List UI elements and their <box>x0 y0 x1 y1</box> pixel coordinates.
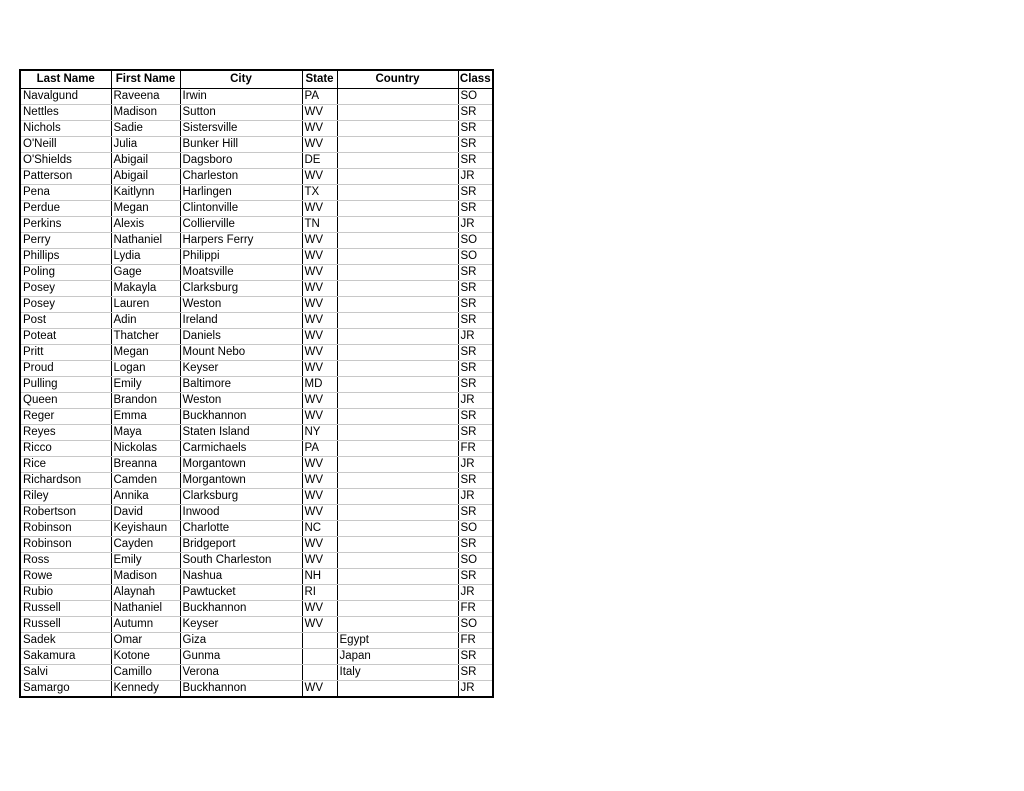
table-row <box>20 456 493 472</box>
table-row <box>20 472 493 488</box>
cell-city: Staten Island <box>180 424 302 440</box>
cell-country <box>337 376 458 392</box>
cell-city: Clintonville <box>180 200 302 216</box>
table-row <box>20 584 493 600</box>
roster-table <box>19 69 494 698</box>
cell-last-name: Perry <box>20 232 111 248</box>
cell-class: SR <box>458 568 493 584</box>
cell-state: WV <box>302 312 337 328</box>
cell-first-name: Camden <box>111 472 180 488</box>
cell-first-name: Julia <box>111 136 180 152</box>
table-row <box>20 296 493 312</box>
table-row <box>20 328 493 344</box>
table-row <box>20 360 493 376</box>
cell-last-name: Pulling <box>20 376 111 392</box>
cell-first-name: Cayden <box>111 536 180 552</box>
cell-state: PA <box>302 88 337 104</box>
cell-state: WV <box>302 248 337 264</box>
cell-state: WV <box>302 280 337 296</box>
cell-country <box>337 232 458 248</box>
cell-class: JR <box>458 216 493 232</box>
cell-country <box>337 328 458 344</box>
cell-class: SR <box>458 536 493 552</box>
cell-class: SR <box>458 296 493 312</box>
cell-country <box>337 440 458 456</box>
cell-last-name: Ross <box>20 552 111 568</box>
cell-state: WV <box>302 504 337 520</box>
cell-first-name: Kennedy <box>111 680 180 697</box>
table-row <box>20 184 493 200</box>
cell-country <box>337 536 458 552</box>
cell-country <box>337 264 458 280</box>
table-row <box>20 616 493 632</box>
cell-state: WV <box>302 392 337 408</box>
cell-first-name: Emily <box>111 376 180 392</box>
cell-state <box>302 664 337 680</box>
cell-country <box>337 616 458 632</box>
cell-class: JR <box>458 584 493 600</box>
cell-class: SR <box>458 376 493 392</box>
cell-first-name: Keyishaun <box>111 520 180 536</box>
cell-class: SR <box>458 184 493 200</box>
table-row <box>20 248 493 264</box>
cell-first-name: Sadie <box>111 120 180 136</box>
cell-state: TN <box>302 216 337 232</box>
cell-city: Buckhannon <box>180 600 302 616</box>
cell-first-name: Omar <box>111 632 180 648</box>
cell-class: JR <box>458 168 493 184</box>
table-row <box>20 264 493 280</box>
table-row <box>20 536 493 552</box>
cell-last-name: Robinson <box>20 520 111 536</box>
cell-city: Bunker Hill <box>180 136 302 152</box>
cell-class: SR <box>458 472 493 488</box>
cell-city: Bridgeport <box>180 536 302 552</box>
table-row <box>20 600 493 616</box>
cell-state: WV <box>302 168 337 184</box>
cell-city: Harlingen <box>180 184 302 200</box>
cell-city: Keyser <box>180 360 302 376</box>
cell-class: SR <box>458 136 493 152</box>
cell-last-name: Navalgund <box>20 88 111 104</box>
table-row <box>20 664 493 680</box>
cell-state: WV <box>302 296 337 312</box>
cell-class: SO <box>458 552 493 568</box>
cell-first-name: Emma <box>111 408 180 424</box>
cell-first-name: Logan <box>111 360 180 376</box>
cell-city: Philippi <box>180 248 302 264</box>
cell-first-name: Makayla <box>111 280 180 296</box>
cell-state: WV <box>302 136 337 152</box>
table-row <box>20 200 493 216</box>
cell-last-name: Nichols <box>20 120 111 136</box>
cell-last-name: Sakamura <box>20 648 111 664</box>
header-first-name: First Name <box>111 70 180 88</box>
cell-state: NH <box>302 568 337 584</box>
cell-class: FR <box>458 440 493 456</box>
table-row <box>20 488 493 504</box>
cell-class: SR <box>458 264 493 280</box>
cell-state: PA <box>302 440 337 456</box>
cell-first-name: David <box>111 504 180 520</box>
cell-class: SO <box>458 232 493 248</box>
cell-class: SR <box>458 360 493 376</box>
cell-class: JR <box>458 680 493 697</box>
cell-class: SR <box>458 408 493 424</box>
table-row <box>20 168 493 184</box>
cell-class: SR <box>458 152 493 168</box>
cell-first-name: Breanna <box>111 456 180 472</box>
cell-first-name: Megan <box>111 200 180 216</box>
cell-class: SR <box>458 280 493 296</box>
cell-first-name: Brandon <box>111 392 180 408</box>
cell-last-name: Robertson <box>20 504 111 520</box>
cell-last-name: Posey <box>20 296 111 312</box>
cell-first-name: Abigail <box>111 168 180 184</box>
cell-last-name: Perkins <box>20 216 111 232</box>
cell-city: Gunma <box>180 648 302 664</box>
cell-country <box>337 168 458 184</box>
cell-last-name: Post <box>20 312 111 328</box>
cell-last-name: Pena <box>20 184 111 200</box>
cell-last-name: O'Neill <box>20 136 111 152</box>
cell-last-name: Poling <box>20 264 111 280</box>
cell-country <box>337 424 458 440</box>
cell-last-name: Richardson <box>20 472 111 488</box>
cell-first-name: Nickolas <box>111 440 180 456</box>
cell-state: WV <box>302 232 337 248</box>
cell-last-name: Perdue <box>20 200 111 216</box>
cell-state: WV <box>302 360 337 376</box>
cell-class: JR <box>458 328 493 344</box>
cell-last-name: Russell <box>20 600 111 616</box>
cell-class: FR <box>458 600 493 616</box>
table-row <box>20 136 493 152</box>
cell-city: Ireland <box>180 312 302 328</box>
cell-first-name: Emily <box>111 552 180 568</box>
cell-city: Clarksburg <box>180 280 302 296</box>
cell-last-name: Proud <box>20 360 111 376</box>
cell-first-name: Megan <box>111 344 180 360</box>
cell-state: WV <box>302 616 337 632</box>
cell-country <box>337 568 458 584</box>
cell-state: MD <box>302 376 337 392</box>
cell-class: SR <box>458 120 493 136</box>
table-row <box>20 648 493 664</box>
cell-country <box>337 584 458 600</box>
cell-city: Carmichaels <box>180 440 302 456</box>
table-row <box>20 280 493 296</box>
cell-class: SR <box>458 344 493 360</box>
cell-last-name: Salvi <box>20 664 111 680</box>
table-row <box>20 552 493 568</box>
cell-city: Sistersville <box>180 120 302 136</box>
cell-last-name: Rice <box>20 456 111 472</box>
cell-country <box>337 344 458 360</box>
cell-country <box>337 120 458 136</box>
cell-first-name: Lydia <box>111 248 180 264</box>
cell-city: Charleston <box>180 168 302 184</box>
cell-state: DE <box>302 152 337 168</box>
cell-first-name: Gage <box>111 264 180 280</box>
cell-class: SO <box>458 520 493 536</box>
cell-city: South Charleston <box>180 552 302 568</box>
cell-last-name: Poteat <box>20 328 111 344</box>
cell-last-name: Samargo <box>20 680 111 697</box>
table-row <box>20 88 493 104</box>
cell-country <box>337 152 458 168</box>
cell-city: Weston <box>180 392 302 408</box>
cell-state: WV <box>302 536 337 552</box>
cell-city: Charlotte <box>180 520 302 536</box>
cell-class: JR <box>458 488 493 504</box>
table-row <box>20 680 493 697</box>
cell-country <box>337 184 458 200</box>
roster-body <box>20 88 493 697</box>
table-row <box>20 376 493 392</box>
cell-country <box>337 520 458 536</box>
cell-country <box>337 312 458 328</box>
cell-first-name: Nathaniel <box>111 232 180 248</box>
cell-country: Egypt <box>337 632 458 648</box>
cell-city: Morgantown <box>180 456 302 472</box>
cell-class: SR <box>458 424 493 440</box>
cell-first-name: Raveena <box>111 88 180 104</box>
table-row <box>20 520 493 536</box>
cell-city: Morgantown <box>180 472 302 488</box>
cell-first-name: Abigail <box>111 152 180 168</box>
cell-last-name: Patterson <box>20 168 111 184</box>
table-row <box>20 632 493 648</box>
cell-last-name: Rubio <box>20 584 111 600</box>
cell-class: SR <box>458 200 493 216</box>
cell-last-name: Ricco <box>20 440 111 456</box>
cell-class: SR <box>458 104 493 120</box>
cell-country <box>337 408 458 424</box>
cell-last-name: Russell <box>20 616 111 632</box>
cell-first-name: Madison <box>111 104 180 120</box>
table-row <box>20 408 493 424</box>
cell-state: NY <box>302 424 337 440</box>
cell-city: Verona <box>180 664 302 680</box>
cell-class: SR <box>458 664 493 680</box>
table-row <box>20 392 493 408</box>
cell-country <box>337 200 458 216</box>
cell-state: WV <box>302 472 337 488</box>
cell-state: WV <box>302 680 337 697</box>
cell-city: Harpers Ferry <box>180 232 302 248</box>
cell-first-name: Maya <box>111 424 180 440</box>
cell-country <box>337 360 458 376</box>
header-state: State <box>302 70 337 88</box>
cell-last-name: Riley <box>20 488 111 504</box>
cell-class: SO <box>458 248 493 264</box>
table-row <box>20 152 493 168</box>
cell-country <box>337 392 458 408</box>
cell-city: Buckhannon <box>180 408 302 424</box>
cell-class: FR <box>458 632 493 648</box>
cell-country <box>337 488 458 504</box>
cell-last-name: Phillips <box>20 248 111 264</box>
cell-city: Inwood <box>180 504 302 520</box>
cell-class: SR <box>458 312 493 328</box>
cell-country <box>337 600 458 616</box>
table-row <box>20 120 493 136</box>
cell-state: WV <box>302 488 337 504</box>
cell-state: WV <box>302 200 337 216</box>
cell-city: Weston <box>180 296 302 312</box>
cell-city: Clarksburg <box>180 488 302 504</box>
cell-state <box>302 632 337 648</box>
table-row <box>20 424 493 440</box>
cell-country <box>337 104 458 120</box>
table-row <box>20 312 493 328</box>
cell-state: WV <box>302 552 337 568</box>
cell-country <box>337 280 458 296</box>
table-row <box>20 232 493 248</box>
cell-country <box>337 296 458 312</box>
cell-country <box>337 456 458 472</box>
cell-city: Keyser <box>180 616 302 632</box>
cell-first-name: Autumn <box>111 616 180 632</box>
cell-first-name: Camillo <box>111 664 180 680</box>
cell-city: Baltimore <box>180 376 302 392</box>
cell-state: WV <box>302 264 337 280</box>
cell-city: Moatsville <box>180 264 302 280</box>
cell-last-name: Reger <box>20 408 111 424</box>
cell-class: SR <box>458 504 493 520</box>
cell-state: NC <box>302 520 337 536</box>
cell-last-name: Robinson <box>20 536 111 552</box>
cell-country <box>337 136 458 152</box>
cell-state: WV <box>302 408 337 424</box>
header-class: Class <box>458 70 493 88</box>
cell-class: SO <box>458 616 493 632</box>
table-row <box>20 504 493 520</box>
cell-first-name: Madison <box>111 568 180 584</box>
cell-state: WV <box>302 328 337 344</box>
cell-state: WV <box>302 344 337 360</box>
table-row <box>20 104 493 120</box>
cell-first-name: Kaitlynn <box>111 184 180 200</box>
cell-city: Dagsboro <box>180 152 302 168</box>
table-row <box>20 568 493 584</box>
header-row <box>20 70 493 88</box>
cell-state: TX <box>302 184 337 200</box>
cell-city: Daniels <box>180 328 302 344</box>
cell-last-name: Pritt <box>20 344 111 360</box>
cell-first-name: Annika <box>111 488 180 504</box>
cell-country <box>337 504 458 520</box>
cell-state: RI <box>302 584 337 600</box>
table-row <box>20 216 493 232</box>
cell-state: WV <box>302 104 337 120</box>
cell-country <box>337 680 458 697</box>
cell-country <box>337 472 458 488</box>
cell-city: Giza <box>180 632 302 648</box>
cell-state: WV <box>302 120 337 136</box>
cell-country: Japan <box>337 648 458 664</box>
table-row <box>20 344 493 360</box>
cell-last-name: Reyes <box>20 424 111 440</box>
header-last-name: Last Name <box>20 70 111 88</box>
cell-city: Sutton <box>180 104 302 120</box>
cell-first-name: Kotone <box>111 648 180 664</box>
cell-first-name: Thatcher <box>111 328 180 344</box>
cell-last-name: Sadek <box>20 632 111 648</box>
cell-first-name: Adin <box>111 312 180 328</box>
cell-first-name: Alaynah <box>111 584 180 600</box>
cell-last-name: Nettles <box>20 104 111 120</box>
cell-city: Buckhannon <box>180 680 302 697</box>
header-country: Country <box>337 70 458 88</box>
cell-state: WV <box>302 600 337 616</box>
cell-first-name: Alexis <box>111 216 180 232</box>
table-row <box>20 440 493 456</box>
cell-city: Mount Nebo <box>180 344 302 360</box>
cell-country <box>337 552 458 568</box>
cell-last-name: Queen <box>20 392 111 408</box>
cell-class: SR <box>458 648 493 664</box>
cell-country <box>337 88 458 104</box>
cell-state <box>302 648 337 664</box>
cell-city: Pawtucket <box>180 584 302 600</box>
cell-country: Italy <box>337 664 458 680</box>
cell-class: SO <box>458 88 493 104</box>
cell-country <box>337 248 458 264</box>
cell-city: Nashua <box>180 568 302 584</box>
cell-state: WV <box>302 456 337 472</box>
cell-last-name: Posey <box>20 280 111 296</box>
header-city: City <box>180 70 302 88</box>
cell-country <box>337 216 458 232</box>
cell-last-name: Rowe <box>20 568 111 584</box>
cell-last-name: O'Shields <box>20 152 111 168</box>
cell-class: JR <box>458 456 493 472</box>
cell-first-name: Lauren <box>111 296 180 312</box>
cell-first-name: Nathaniel <box>111 600 180 616</box>
cell-city: Collierville <box>180 216 302 232</box>
cell-class: JR <box>458 392 493 408</box>
cell-city: Irwin <box>180 88 302 104</box>
